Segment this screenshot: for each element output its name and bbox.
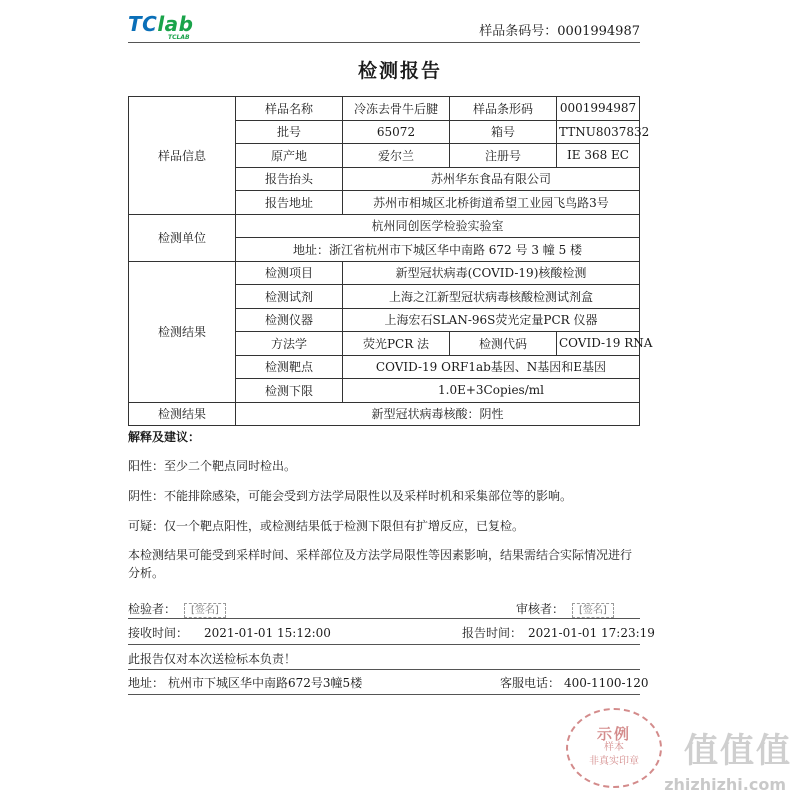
note-disclaimer: 本检测结果可能受到采样时间、采样部位及方法学局限性等因素影响，结果需结合实际情况进行分析。 [128, 548, 633, 580]
testing-unit-address: 地址：浙江省杭州市下城区华中南路 672 号 3 幢 5 楼 [236, 238, 640, 262]
notes-heading: 解释及建议： [128, 430, 201, 444]
received-time-value: 2021-01-01 15:12:00 [204, 626, 331, 640]
logo-tc: TC [128, 12, 158, 36]
tclab-logo [128, 12, 194, 41]
test-item-label: 检测项目 [236, 261, 343, 285]
reviewer-signature: [签名] [572, 603, 614, 618]
testing-unit-name: 杭州同创医学检验实验室 [236, 214, 640, 238]
header-divider [128, 42, 640, 43]
registration-label: 注册号 [450, 144, 557, 168]
footer-divider [128, 644, 640, 645]
stamp-disclaimer-text: 非真实印章 [589, 756, 639, 767]
barcode-label: 样品条码号： [479, 24, 558, 39]
lab-address-label: 地址： [128, 676, 165, 690]
table-row [129, 261, 640, 285]
note-positive: 阳性：至少二个靶点同时检出。 [128, 459, 297, 473]
final-result-value: 新型冠状病毒核酸：阴性 [236, 402, 640, 426]
results-group: 检测结果 [129, 261, 236, 402]
sample-barcode-label: 样品条形码 [450, 97, 557, 121]
note-negative: 阴性：不能排除感染，可能会受到方法学局限性以及采样时机和采集部位等的影响。 [128, 489, 573, 503]
service-hotline [500, 674, 648, 691]
instrument-label: 检测仪器 [236, 308, 343, 332]
site-watermark: 值值值 [684, 731, 792, 771]
hotline-value: 400-1100-120 [564, 676, 649, 690]
received-time [128, 624, 331, 641]
test-code-value: COVID-19 RNA [557, 332, 640, 356]
table-row [129, 402, 640, 426]
report-title: 检测报告 [357, 60, 442, 82]
hotline-label: 客服电话： [500, 676, 561, 690]
received-time-label: 接收时间： [128, 626, 189, 640]
report-address-label: 报告地址 [236, 191, 343, 215]
sample-barcode-header [479, 20, 640, 39]
lab-address-value: 杭州市下城区华中南路672号3幢5楼 [168, 676, 363, 690]
sample-stamp-placeholder [566, 708, 662, 788]
barcode-value: 0001994987 [557, 24, 640, 39]
inspector-label: 检验者： [128, 602, 177, 616]
footer-divider [128, 694, 640, 695]
report-address-value: 苏州市相城区北桥街道希望工业园飞鸟路3号 [343, 191, 640, 215]
inspector-signature: [签名] [184, 603, 226, 618]
table-row [129, 97, 640, 121]
box-value: TTNU8037832 [557, 120, 640, 144]
test-item-value: 新型冠状病毒(COVID-19)核酸检测 [343, 261, 640, 285]
report-time-label: 报告时间： [462, 626, 523, 640]
stamp-sample-text: 样本 [604, 742, 624, 753]
sample-name-value: 冷冻去骨牛后腱 [343, 97, 450, 121]
footer-divider [128, 618, 640, 619]
table-row [129, 214, 640, 238]
origin-label: 原产地 [236, 144, 343, 168]
note-suspicious: 可疑：仅一个靶点阳性，或检测结果低于检测下限但有扩增反应，已复检。 [128, 519, 525, 533]
footer-divider [128, 669, 640, 670]
report-table [128, 96, 653, 426]
target-value: COVID-19 ORF1ab基因、N基因和E基因 [343, 355, 640, 379]
method-label: 方法学 [236, 332, 343, 356]
sample-info-group: 样品信息 [129, 97, 236, 215]
method-value: 荧光PCR 法 [343, 332, 450, 356]
stamp-label: 示例 [596, 725, 631, 743]
detection-limit-value: 1.0E+3Copies/ml [343, 379, 640, 403]
testing-unit-group: 检测单位 [129, 214, 236, 261]
report-time-value: 2021-01-01 17:23:19 [528, 626, 655, 640]
batch-label: 批号 [236, 120, 343, 144]
batch-value: 65072 [343, 120, 450, 144]
report-header-value: 苏州华东食品有限公司 [343, 167, 640, 191]
registration-value: IE 368 EC [557, 144, 640, 168]
target-label: 检测靶点 [236, 355, 343, 379]
report-time [462, 624, 655, 641]
final-result-label: 检测结果 [129, 402, 236, 426]
sample-barcode-value: 0001994987 [557, 97, 640, 121]
reviewer-line [516, 600, 614, 617]
site-watermark-url: zhizhizhi.com [664, 775, 786, 794]
reviewer-label: 审核者： [516, 602, 565, 616]
reagent-label: 检测试剂 [236, 285, 343, 309]
detection-limit-label: 检测下限 [236, 379, 343, 403]
report-header-label: 报告抬头 [236, 167, 343, 191]
origin-value: 爱尔兰 [343, 144, 450, 168]
responsibility-note: 此报告仅对本次送检标本负责！ [128, 652, 297, 666]
logo-lab: lab [157, 12, 194, 36]
sample-name-label: 样品名称 [236, 97, 343, 121]
logo-subtitle: TCLAB [168, 34, 190, 41]
lab-address [128, 674, 362, 691]
test-code-label: 检测代码 [450, 332, 557, 356]
reagent-value: 上海之江新型冠状病毒核酸检测试剂盒 [343, 285, 640, 309]
instrument-value: 上海宏石SLAN-96S荧光定量PCR 仪器 [343, 308, 640, 332]
box-label: 箱号 [450, 120, 557, 144]
inspector-line [128, 600, 226, 617]
